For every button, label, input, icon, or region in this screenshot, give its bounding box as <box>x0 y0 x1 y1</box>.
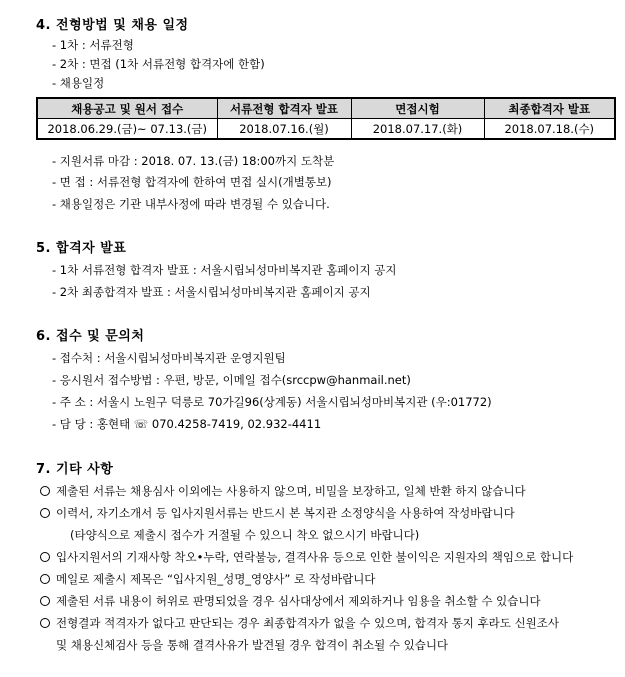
circle-bullet-icon <box>40 508 50 518</box>
schedule-note: - 지원서류 마감 : 2018. 07. 13.(금) 18:00까지 도착분 <box>52 154 335 168</box>
notice-text: 제출된 서류는 채용심사 이외에는 사용하지 않으며, 비밀을 보장하고, 일체 반환 하지 않습니다 <box>56 484 526 498</box>
notice-item <box>40 549 573 565</box>
schedule-note: - 채용일정은 기관 내부사정에 따라 변경될 수 있습니다. <box>52 197 330 211</box>
schedule-cell: 2018.06.29.(금)~ 07.13.(금) <box>37 119 217 140</box>
circle-bullet-icon <box>40 574 50 584</box>
schedule-header-cell: 면접시험 <box>351 98 484 119</box>
circle-bullet-icon <box>40 486 50 496</box>
schedule-header-cell: 채용공고 및 원서 접수 <box>37 98 217 119</box>
schedule-header-row <box>37 98 615 119</box>
schedule-cell: 2018.07.16.(월) <box>217 119 351 140</box>
schedule-note: - 면 접 : 서류전형 합격자에 한하여 면접 실시(개별통보) <box>52 175 332 189</box>
circle-bullet-icon <box>40 618 50 628</box>
notice-item <box>40 615 559 631</box>
section-5-item: - 1차 서류전형 합격자 발표 : 서울시립뇌성마비복지관 홈페이지 공지 <box>52 263 397 277</box>
notice-text: 입사지원서의 기재사항 착오•누락, 연락불능, 결격사유 등으로 인한 불이익은 지원자의 책임으로 합니다 <box>56 550 574 564</box>
section-6-item: - 주 소 : 서울시 노원구 덕릉로 70가길96(상계동) 서울시립뇌성마비복지관 (우:01772) <box>52 395 492 409</box>
section-7-title: 7. 기타 사항 <box>36 462 114 477</box>
section-5-item: - 2차 최종합격자 발표 : 서울시립뇌성마비복지관 홈페이지 공지 <box>52 285 371 299</box>
section-4-item: - 1차 : 서류전형 <box>52 38 134 52</box>
section-4-title: 4. 전형방법 및 채용 일정 <box>36 18 189 33</box>
schedule-header-cell: 서류전형 합격자 발표 <box>217 98 351 119</box>
notice-subtext: 및 채용신체검사 등을 통해 결격사유가 발견될 경우 합격이 취소될 수 있습니다 <box>56 638 449 652</box>
schedule-table <box>36 97 616 140</box>
section-6-item: - 담 당 : 홍현태 ☏ 070.4258-7419, 02.932-4411 <box>52 417 322 431</box>
notice-item <box>40 505 515 521</box>
section-4-item: - 2차 : 면접 (1차 서류전형 합격자에 한함) <box>52 57 265 71</box>
section-6-item: - 접수처 : 서울시립뇌성마비복지관 운영지원팀 <box>52 351 286 365</box>
section-6-item: - 응시원서 접수방법 : 우편, 방문, 이메일 접수(srccpw@hanmail.net) <box>52 373 411 387</box>
schedule-row <box>37 119 615 140</box>
section-6-title: 6. 접수 및 문의처 <box>36 329 145 344</box>
notice-item <box>40 483 526 499</box>
circle-bullet-icon <box>40 552 50 562</box>
circle-bullet-icon <box>40 596 50 606</box>
notice-text: 전형결과 적격자가 없다고 판단되는 경우 최종합격자가 없을 수 있으며, 합격자 통지 후라도 신원조사 <box>56 616 559 630</box>
notice-item <box>40 593 541 609</box>
notice-text: 이력서, 자기소개서 등 입사지원서류는 반드시 본 복지관 소정양식을 사용하여 작성바랍니다 <box>56 506 515 520</box>
notice-text: 제출된 서류 내용이 허위로 판명되었을 경우 심사대상에서 제외하거나 임용을 취소할 수 있습니다 <box>56 594 541 608</box>
schedule-cell: 2018.07.17.(화) <box>351 119 484 140</box>
notice-item <box>40 571 375 587</box>
notice-subtext: (타양식으로 제출시 접수가 거절될 수 있으니 착오 없으시기 바랍니다) <box>70 528 420 542</box>
notice-text: 메일로 제출시 제목은 “입사지원_성명_영양사” 로 작성바랍니다 <box>56 572 376 586</box>
schedule-header-cell: 최종합격자 발표 <box>484 98 615 119</box>
section-5-title: 5. 합격자 발표 <box>36 241 127 256</box>
section-4-item: - 채용일정 <box>52 76 105 90</box>
schedule-cell: 2018.07.18.(수) <box>484 119 615 140</box>
